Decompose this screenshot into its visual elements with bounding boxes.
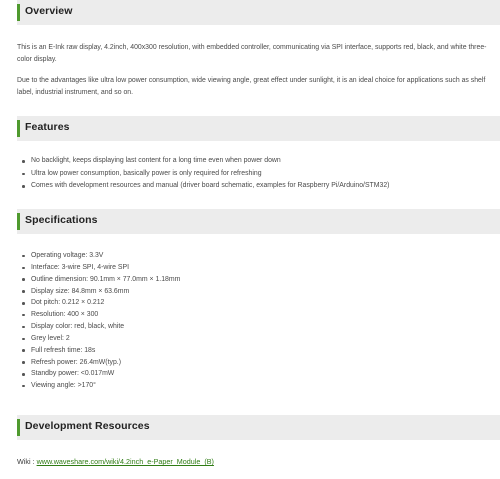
list-item bbox=[22, 321, 180, 333]
section-accent-bar bbox=[17, 120, 20, 137]
spec-text: Full refresh time: 18s bbox=[31, 346, 96, 354]
spec-text: Resolution: 400 × 300 bbox=[31, 311, 99, 319]
bullet-icon bbox=[22, 267, 25, 270]
overview-paragraph-2: Due to the advantages like ultra low power consumption, wide viewing angle, great effect under sunlight, it is an ideal choice for applications such as shelf label, industrial instrument, and so on. bbox=[17, 77, 486, 96]
spec-text: Display color: red, black, white bbox=[31, 323, 125, 331]
bullet-icon bbox=[22, 349, 25, 352]
section-accent-bar bbox=[17, 419, 20, 436]
bullet-icon bbox=[22, 338, 25, 341]
list-item bbox=[22, 333, 180, 345]
resources-title: Development Resources bbox=[25, 420, 150, 432]
wiki-label: Wiki : bbox=[17, 457, 37, 466]
feature-text: No backlight, keeps displaying last content for a long time even when power down bbox=[31, 157, 281, 164]
feature-text: Ultra low power consumption, basically power is only required for refreshing bbox=[31, 169, 262, 177]
list-item bbox=[22, 262, 180, 274]
bullet-icon bbox=[22, 385, 25, 388]
spec-text: Dot pitch: 0.212 × 0.212 bbox=[31, 299, 105, 307]
spec-text: Display size: 84.8mm × 63.6mm bbox=[31, 287, 130, 295]
features-header bbox=[17, 116, 500, 141]
features-title: Features bbox=[25, 121, 70, 133]
list-item bbox=[22, 155, 389, 168]
wiki-link[interactable]: www.waveshare.com/wiki/4.2inch_e-Paper_Module_(B) bbox=[36, 457, 214, 466]
bullet-icon bbox=[22, 173, 25, 176]
bullet-icon bbox=[22, 314, 25, 317]
spec-text: Standby power: <0.017mW bbox=[31, 370, 115, 378]
list-item bbox=[22, 180, 389, 193]
list-item bbox=[22, 297, 180, 309]
overview-header bbox=[17, 0, 500, 25]
specifications-list bbox=[22, 250, 180, 392]
spec-text: Operating voltage: 3.3V bbox=[31, 252, 104, 259]
bullet-icon bbox=[22, 255, 25, 258]
bullet-icon bbox=[22, 361, 25, 364]
resources-header bbox=[17, 415, 500, 440]
list-item bbox=[22, 368, 180, 380]
bullet-icon bbox=[22, 373, 25, 376]
bullet-icon bbox=[22, 290, 25, 293]
spec-text: Interface: 3-wire SPI, 4-wire SPI bbox=[31, 263, 130, 271]
specifications-title: Specifications bbox=[25, 214, 98, 226]
bullet-icon bbox=[22, 302, 25, 305]
overview-title: Overview bbox=[25, 5, 73, 17]
spec-text: Grey level: 2 bbox=[31, 334, 70, 342]
spec-text: Refresh power: 26.4mW(typ.) bbox=[31, 358, 121, 366]
list-item bbox=[22, 380, 180, 392]
spec-text: Outline dimension: 90.1mm × 77.0mm × 1.18mm bbox=[31, 275, 181, 283]
list-item bbox=[22, 250, 180, 262]
section-accent-bar bbox=[17, 4, 20, 21]
bullet-icon bbox=[22, 160, 25, 163]
overview-paragraph-1: This is an E-Ink raw display, 4.2inch, 400x300 resolution, with embedded controller, communicating via SPI interface, supports red, black, and white three-color display. bbox=[17, 44, 487, 63]
list-item bbox=[22, 286, 180, 298]
list-item bbox=[22, 309, 180, 321]
bullet-icon bbox=[22, 185, 25, 188]
feature-text: Comes with development resources and manual (driver board schematic, examples for Raspberry Pi/Arduino/STM32) bbox=[31, 182, 390, 189]
features-list bbox=[22, 155, 389, 193]
specifications-header bbox=[17, 209, 500, 234]
bullet-icon bbox=[22, 326, 25, 329]
list-item bbox=[22, 274, 180, 286]
list-item bbox=[22, 345, 180, 357]
section-accent-bar bbox=[17, 213, 20, 230]
list-item bbox=[22, 357, 180, 369]
list-item bbox=[22, 168, 389, 181]
spec-text: Viewing angle: >170° bbox=[31, 382, 96, 390]
wiki-line bbox=[17, 457, 214, 466]
bullet-icon bbox=[22, 278, 25, 281]
